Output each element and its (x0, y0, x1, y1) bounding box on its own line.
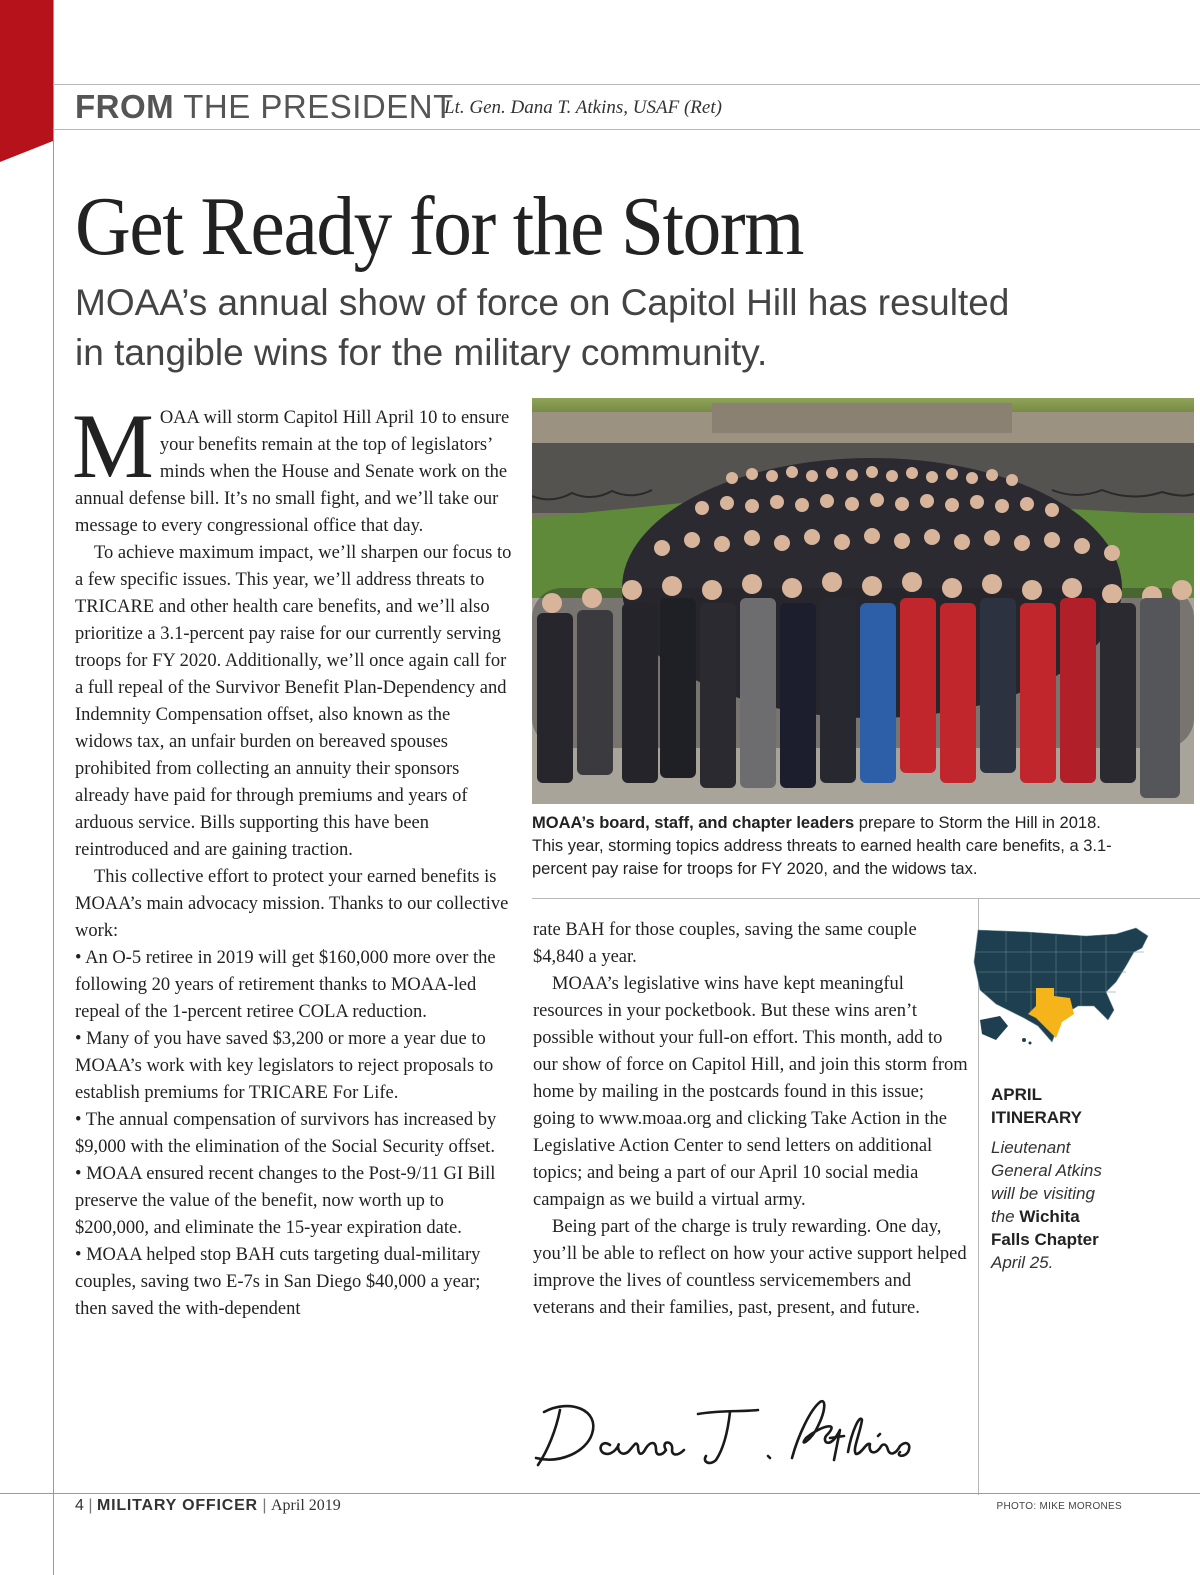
photo-credit: PHOTO: MIKE MORONES (996, 1501, 1122, 1512)
header-bottom-rule (53, 129, 1200, 130)
bullet-item: • MOAA helped stop BAH cuts targeting dual-military couples, saving two E-7s in San Diego $40,000 a year; then saved the with-dependent (75, 1245, 481, 1319)
folio-separator: | (88, 1497, 97, 1514)
section-color-tab (0, 0, 53, 162)
folio (75, 1497, 341, 1515)
bullet-item: • Many of you have saved $3,200 or more a year due to MOAA’s work with key legislators to reject proposals to establish premiums for TRICARE For Life. (75, 1029, 494, 1103)
lead-text: OAA will storm Capitol Hill April 10 to ensure your benefits remain at the top of legislators’ minds when the House and Senate work on the annual defense bill. It’s no small fight, and we’ll take our message to every congressional office that day. (75, 408, 510, 536)
section-label-rest: THE PRESIDENT (183, 88, 454, 125)
paragraph: Being part of the charge is truly rewarding. One day, you’ll be able to reflect on how your active support helped improve the lives of countless servicemembers and veterans and their families, past, present, and future. (533, 1217, 967, 1318)
sidebar-text-1: Lieutenant General Atkins will be visiting the (991, 1138, 1102, 1226)
caption-lead: MOAA’s board, staff, and chapter leaders (532, 814, 855, 832)
sidebar-text-2: April 25. (991, 1253, 1054, 1272)
paragraph: MOAA’s legislative wins have kept meaningful resources in your pocketbook. But these wins aren’t possible without your full-on effort. This month, add to our show of force on Capitol Hill, and join this storm from home by mailing in the postcards found in this issue; going to www.moaa.org and clicking Take Action in the Legislative Action Center to send letters on additional topics; and being a part of our April 10 social media campaign as we build a virtual army. (533, 974, 968, 1210)
bullet-item: • MOAA ensured recent changes to the Post-9/11 GI Bill preserve the value of the benefit, now worth up to $200,000, and eliminate the 15-year expiration date. (75, 1164, 496, 1238)
paragraph: This collective effort to protect your earned benefits is MOAA’s main advocacy mission. Thanks to our collective work: (75, 867, 509, 941)
deck: MOAA’s annual show of force on Capitol Hill has resulted in tangible wins for the military community. (75, 282, 1010, 373)
publication-name: MILITARY OFFICER (96, 1497, 258, 1514)
header-top-rule (53, 84, 1200, 85)
headline: Get Ready for the Storm (75, 180, 804, 273)
page-number: 4 (75, 1497, 84, 1514)
body-column-1 (72, 395, 512, 1323)
bullet-item: • The annual compensation of survivors has increased by $9,000 with the elimination of the Social Security offset. (75, 1110, 497, 1157)
body-column-2 (533, 917, 969, 1322)
sidebar-title: APRIL ITINERARY (991, 1085, 1082, 1127)
folio-separator: | (262, 1497, 271, 1514)
bullet-item: • An O-5 retiree in 2019 will get $160,000 more over the following 20 years of retirement thanks to MOAA-led repeal of the 1-percent retiree COLA reduction. (75, 948, 496, 1022)
signature (530, 1390, 930, 1475)
footer-rule (0, 1493, 1200, 1494)
caption-rule (532, 898, 1200, 899)
us-map-icon (966, 922, 1152, 1052)
lead-paragraph (72, 395, 512, 540)
drop-cap: M (72, 395, 154, 497)
photo-caption (532, 812, 1132, 881)
sidebar-text (991, 1136, 1121, 1274)
paragraph-continued: rate BAH for those couples, saving the same couple $4,840 a year. (533, 920, 917, 967)
chapter-name: Wichita Falls Chapter (991, 1207, 1099, 1249)
caption-text: prepare to Storm the Hill in 2018. This year, storming topics address threats to earned health care benefits, a 3.1-percent pay raise for troops for FY 2020, and the widows tax. (532, 814, 1112, 878)
section-label-bold: FROM (75, 88, 175, 125)
section-label (75, 88, 454, 126)
group-photo (532, 398, 1194, 804)
byline: Lt. Gen. Dana T. Atkins, USAF (Ret) (444, 97, 722, 118)
paragraph: To achieve maximum impact, we’ll sharpen our focus to a few specific issues. This year, we’ll address threats to TRICARE and other health care benefits, and we’ll also prioritize a 3.1-percent pay raise for our currently serving troops for FY 2020. Additionally, we’ll once again call for a full repeal of the Survivor Benefit Plan-Dependency and Indemnity Compensation offset, also known as the widows tax, an unfair burden on bereaved spouses prohibited from collecting an annuity their sponsors already have paid for through premiums and years of arduous service. Bills supporting this have been reintroduced and are gaining traction. (75, 543, 512, 860)
issue-date: April 2019 (270, 1497, 341, 1514)
left-margin-rule (53, 0, 54, 1575)
